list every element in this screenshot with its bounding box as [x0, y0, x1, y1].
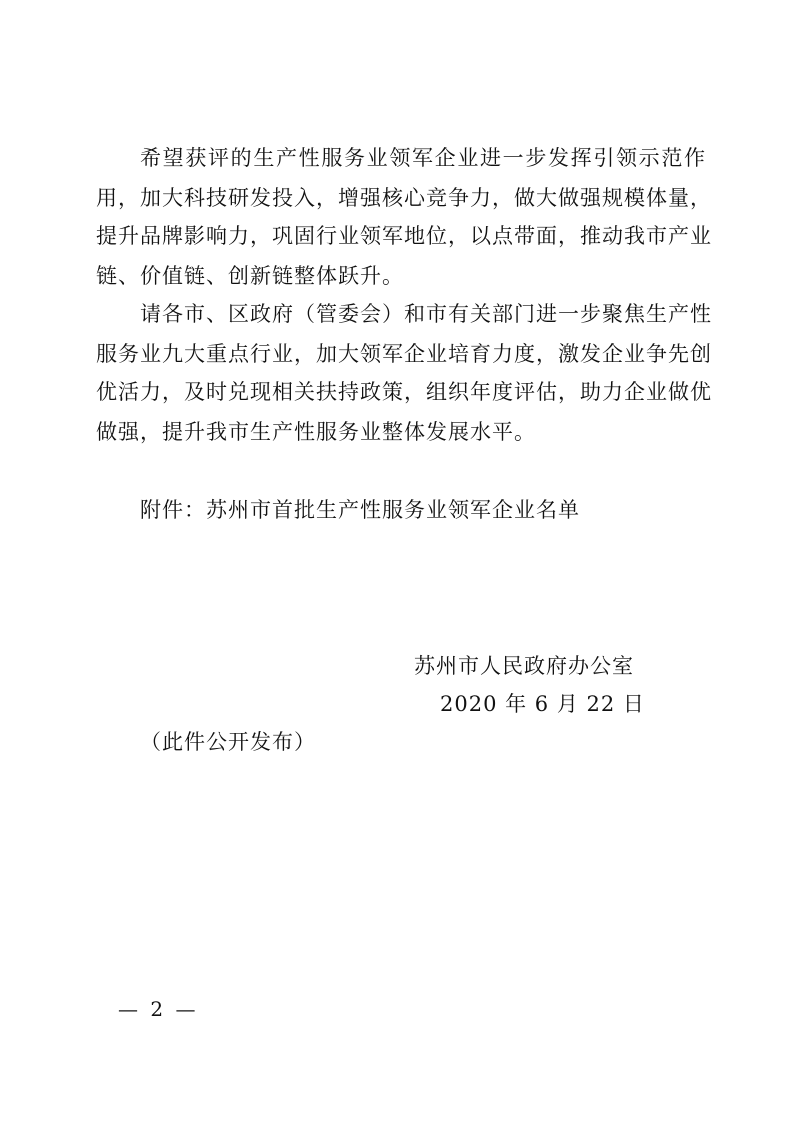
page-number: — 2 —: [118, 997, 199, 1021]
paragraph-1-line-2: 用，加大科技研发投入，增强核心竞争力，做大做强规模体量，: [96, 186, 712, 210]
paragraph-2-line-2: 服务业九大重点行业，加大领军企业培育力度，激发企业争先创: [96, 342, 712, 366]
paragraph-2-line-3: 优活力，及时兑现相关扶持政策，组织年度评估，助力企业做优: [96, 380, 712, 404]
attachment-line: 附件：苏州市首批生产性服务业领军企业名单: [140, 498, 580, 522]
issue-date: 2020 年 6 月 22 日: [440, 692, 645, 716]
disclosure-note: （此件公开发布）: [140, 730, 316, 754]
paragraph-1-line-3: 提升品牌影响力，巩固行业领军地位，以点带面，推动我市产业: [96, 224, 712, 248]
paragraph-2-line-4: 做强，提升我市生产性服务业整体发展水平。: [96, 420, 536, 444]
paragraph-1-line-1: 希望获评的生产性服务业领军企业进一步发挥引领示范作: [140, 146, 706, 170]
paragraph-2-line-1: 请各市、区政府（管委会）和市有关部门进一步聚焦生产性: [140, 302, 712, 326]
paragraph-1-line-4: 链、价值链、创新链整体跃升。: [96, 264, 404, 288]
issuer-name: 苏州市人民政府办公室: [414, 654, 634, 678]
